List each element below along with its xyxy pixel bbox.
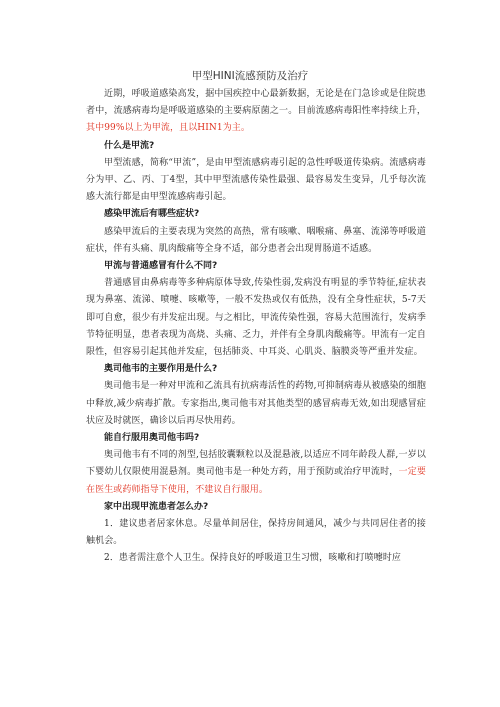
- section-heading-vs-common-cold: 甲流与普通感冒有什么不同?: [104, 261, 218, 272]
- intro-paragraph: [86, 86, 426, 138]
- section-heading-what-is-flu: 什么是甲流?: [104, 140, 155, 151]
- section-body-self-medication: [86, 447, 426, 499]
- home-care-item-2: 2．患者需注意个人卫生。保持良好的呼吸道卫生习惯，咳嗽和打喷嚏时应: [104, 553, 402, 564]
- intro-highlight: 其中99%以上为甲流，且以HIN1为主。: [86, 123, 251, 134]
- self-medication-text: 奥司他韦有不同的剂型,包括胶囊颗粒以及混悬液,以适应不同年龄段人群,一岁以下婴幼儿仅限使用混悬剂。奥司他韦是一种处方药，用于预防或治疗甲流时，: [86, 450, 426, 478]
- section-body-oseltamivir: 奥司他韦是一种对甲流和乙流具有抗病毒活性的药物,可抑制病毒从被感染的细胞中释放,减少病毒扩散。专家指出,奥司他韦对其他类型的感冒病毒无效,如出现感冒症状应及时就医，确诊以后再尽快用药。: [86, 381, 426, 426]
- section-body-vs-common-cold: 普通感冒由鼻病毒等多种病原体导致,传染性弱,发病没有明显的季节特征,症状表现为鼻塞、流涕、喷嚏、咳嗽等，一般不发热或仅有低热，没有全身性症状，5-7天即可自愈，很少有并发症出现。与之相比，甲流传染性强，容易大范围流行，发病季节特征明显，患者表现为高烧、头痛、乏力，并伴有全身肌肉酸痛等。甲流有一定自限性，但容易引起其他并发症，包括肺炎、中耳炎、心肌炎、脑膜炎等严重并发症。: [86, 278, 426, 358]
- section-body-what-is-flu: 甲型流感，简称“甲流”，是由甲型流感病毒引起的急性呼吸道传染病。流感病毒分为甲、乙、丙、丁4型，其中甲型流感传染性最强、最容易发生变异，几乎每次流感大流行都是由甲型流感病毒引起。: [86, 157, 426, 203]
- self-medication-warning: 一定要在医生或药师指导下使用，不建议自行服用。: [86, 467, 426, 495]
- section-heading-home-care: 家中出现甲流患者怎么办?: [104, 501, 209, 512]
- section-heading-self-medication: 能自行服用奥司他韦吗?: [104, 433, 200, 444]
- section-heading-symptoms: 感染甲流后有哪些症状?: [104, 209, 200, 220]
- intro-text: 近期，呼吸道感染高发，据中国疾控中心最新数据，无论是在门急诊或是住院患者中，流感病毒均是呼吸道感染的主要病原菌之一。目前流感病毒阳性率持续上升，: [86, 89, 426, 117]
- document-title: 甲型HINI流感预防及治疗: [191, 70, 309, 82]
- section-body-symptoms: 感染甲流后的主要表现为突然的高热，常有咳嗽、咽喉痛、鼻塞、流涕等呼吸道症状，伴有头痛、肌肉酸痛等全身不适，部分患者会出现胃肠道不适感。: [86, 226, 426, 254]
- document-body: [86, 86, 426, 568]
- home-care-item-1: 1．建议患者居家休息。尽量单间居住，保持房间通风，减少与共同居住者的接触机会。: [86, 519, 426, 547]
- section-heading-oseltamivir: 奥司他韦的主要作用是什么?: [104, 364, 218, 375]
